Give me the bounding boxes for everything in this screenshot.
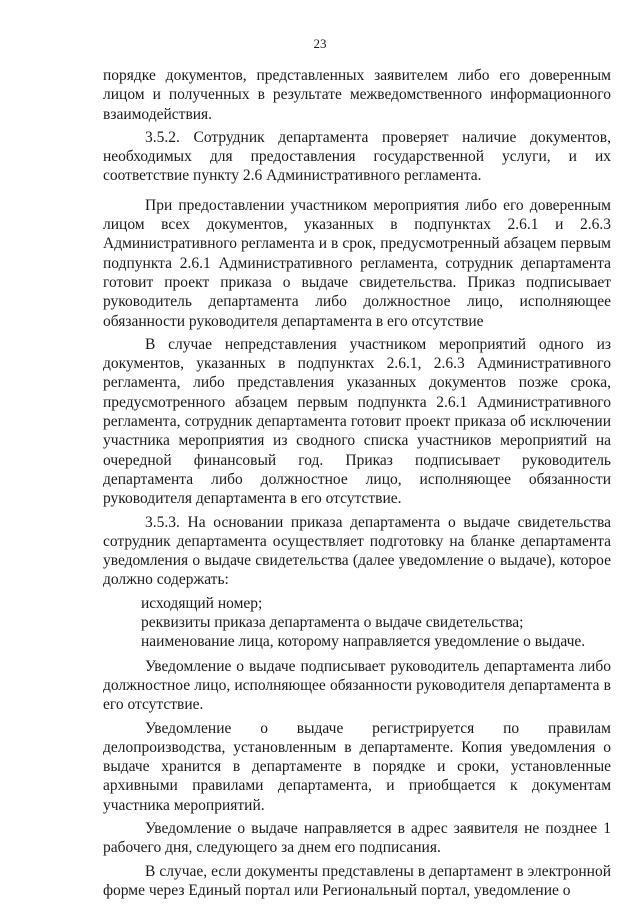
paragraph-documents-provided: При предоставлении участником мероприятия либо его доверенным лицом всех документов, указанных в подпунктах 2.6.1 и 2.6.3 Административного регламента и в срок, предусмотренный абзацем первым подпункта 2.6.1 Административного регламента, сотрудник департамента готовит проект приказа о выдаче свидетельства. Приказ подписывает руководитель департамента либо должностное лицо, исполняющее обязанности руководителя департамента в его отсутствие [103, 196, 611, 330]
paragraph-continuation: порядке документов, представленных заявителем либо его доверенным лицом и полученных в результате межведомственного информационного взаимодействия. [103, 67, 611, 123]
paragraph-notice-registration: Уведомление о выдаче регистрируется по правилам делопроизводства, установленным в департаменте. Копия уведомления о выдаче хранится в департаменте в порядке и сроки, установленные архивными правилами департамента, и приобщается к документам участника мероприятий. [103, 719, 611, 814]
list-item-recipient-name: наименование лица, которому направляется уведомление о выдаче. [141, 633, 586, 651]
page-number: 23 [313, 36, 327, 51]
paragraph-electronic-submission: В случае, если документы представлены в департамент в электронной форме через Единый портал или Региональный портал, уведомление о [103, 862, 611, 899]
list-item-outgoing-number: исходящий номер; [141, 594, 263, 612]
paragraph-documents-not-provided: В случае непредставления участником мероприятий одного из документов, указанных в подпунктах 2.6.1, 2.6.3 Административного регламента, либо представления указанных документов позже срока, предусмотренного абзацем первым подпункта 2.6.1 Административного регламента, сотрудник департамента готовит проект приказа об исключении участника мероприятия из сводного списка участников мероприятий на очередной финансовый год. Приказ подписывает руководитель департамента либо должностное лицо, исполняющее обязанности руководителя департамента в его отсутствие. [103, 335, 611, 508]
paragraph-3-5-3: 3.5.3. На основании приказа департамента о выдаче свидетельства сотрудник департамента осуществляет подготовку на бланке департамента уведомления о выдаче свидетельства (далее уведомление о выдаче), которое должно содержать: [103, 513, 611, 589]
document-body [103, 66, 611, 904]
paragraph-notice-sending: Уведомление о выдаче направляется в адрес заявителя не позднее 1 рабочего дня, следующего за днем его подписания. [103, 819, 611, 857]
paragraph-3-5-2: 3.5.2. Сотрудник департамента проверяет наличие документов, необходимых для предоставления государственной услуги, и их соответствие пункту 2.6 Административного регламента. [103, 128, 611, 185]
paragraph-notice-signing: Уведомление о выдаче подписывает руководитель департамента либо должностное лицо, исполняющее обязанности руководителя департамента в его отсутствие. [103, 657, 611, 714]
list-item-order-details: реквизиты приказа департамента о выдаче свидетельства; [141, 614, 524, 632]
